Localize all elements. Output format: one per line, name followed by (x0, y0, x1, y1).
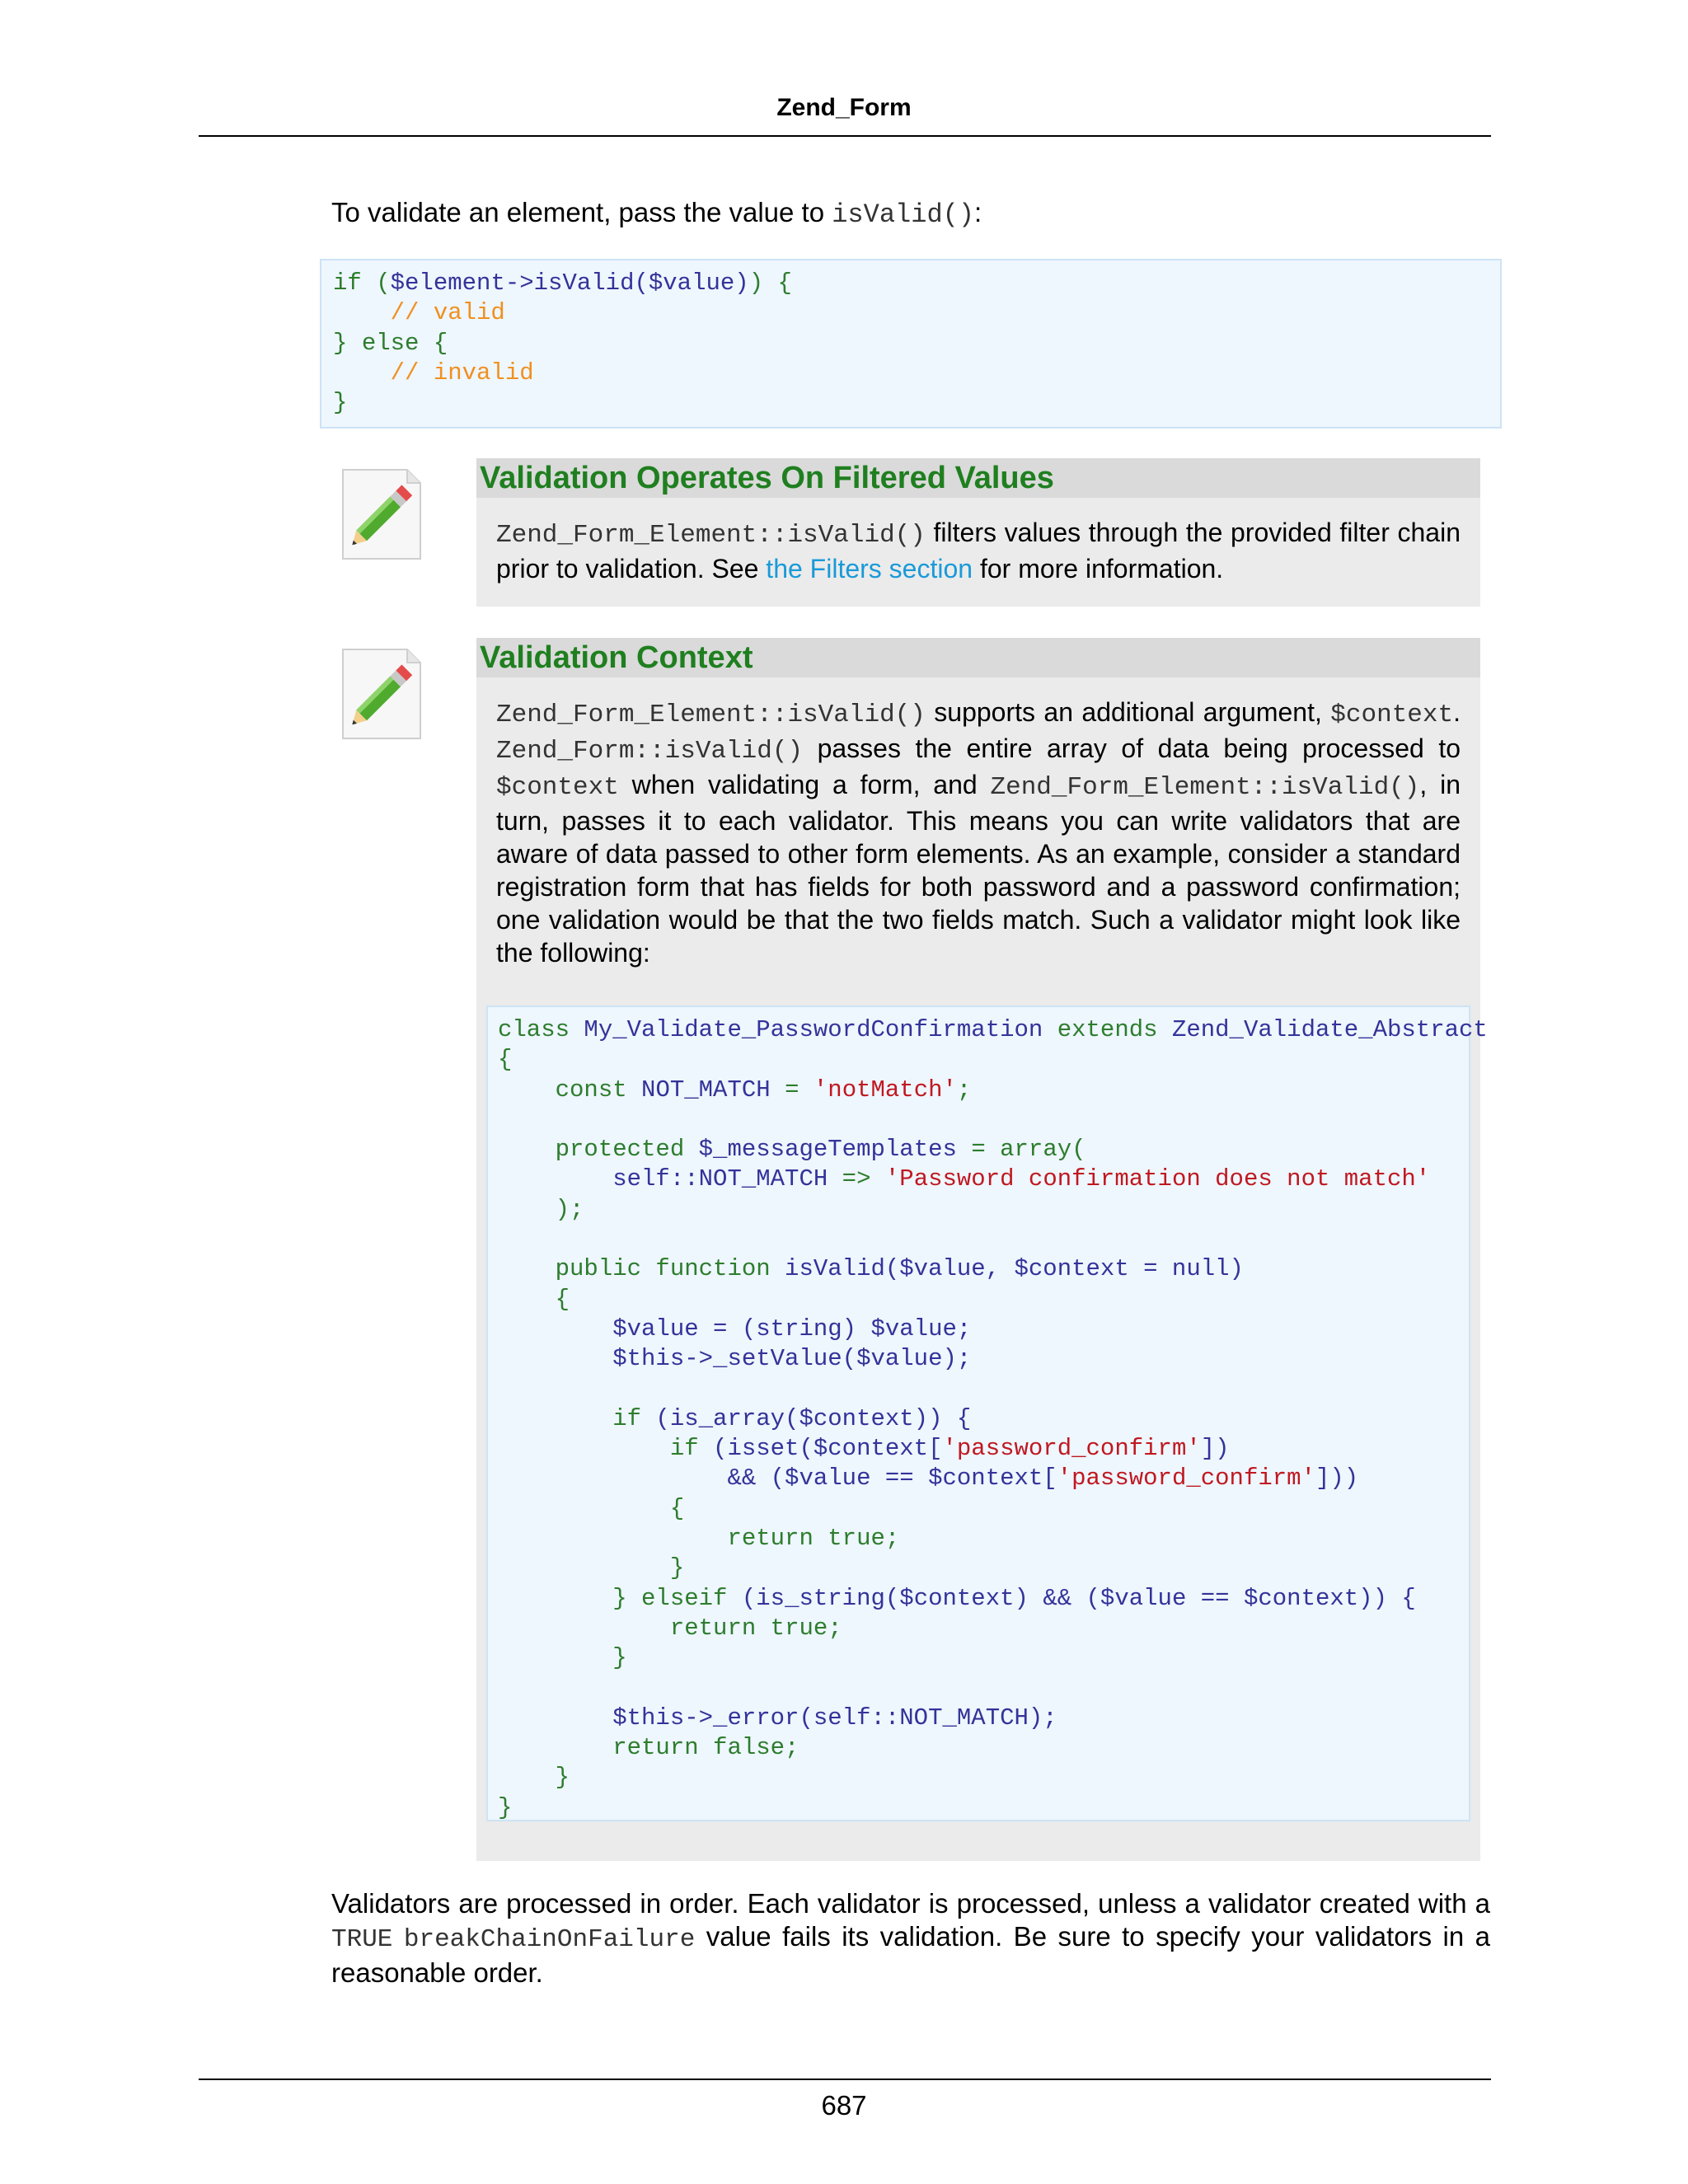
code-token: ( (361, 269, 391, 297)
note-filtered-values (476, 458, 1480, 607)
note-code: Zend_Form_Element::isValid() (990, 773, 1420, 802)
code-token: => (842, 1165, 871, 1193)
code-token: } (498, 1644, 627, 1672)
code-token: My_Validate_PasswordConfirmation (570, 1016, 1057, 1043)
code-token: { (498, 1494, 685, 1522)
code-line: if (333, 269, 362, 297)
code-token: ; (956, 1076, 972, 1104)
note-code: $context (1330, 701, 1454, 729)
note-code: Zend_Form_Element::isValid() (496, 521, 926, 550)
note-body (476, 498, 1480, 585)
code-token: 'notMatch' (799, 1076, 957, 1104)
code-block-isvalid (320, 259, 1502, 429)
note-pencil-icon (338, 646, 424, 742)
code-token: && ($value == $context[ (498, 1465, 1057, 1493)
code-block-password-validator (486, 1005, 1488, 1821)
note-text-end: for more information. (973, 554, 1224, 583)
code-token: } (498, 1764, 570, 1792)
code-token: $_messageTemplates (684, 1136, 972, 1164)
code-token: return (498, 1525, 814, 1553)
code-token: Zend_Validate_Abstract (1157, 1016, 1488, 1043)
code-token: return (498, 1734, 699, 1762)
code-token: $this->_setValue($value); (498, 1345, 972, 1373)
code-token: $element->isValid($value) (390, 269, 749, 297)
code-token: class (498, 1016, 570, 1043)
note-code: Zend_Form_Element::isValid() (496, 701, 926, 729)
code-token: } (498, 1584, 642, 1612)
note-text: supports an additional argument, (925, 697, 1331, 727)
intro-suffix: : (974, 197, 982, 227)
code-token: { (498, 1285, 570, 1313)
code-token: true; (813, 1525, 900, 1553)
paragraph-text: value fails its validation. Be sure to specify your validators in a reasonable order. (331, 1921, 1490, 1988)
code-token: self::NOT_MATCH (498, 1165, 842, 1193)
footer-rule (199, 2079, 1491, 2080)
code-token: ) { (748, 269, 792, 297)
code-isvalid (333, 269, 1500, 418)
note-text: . (1453, 697, 1461, 727)
header-rule (199, 135, 1491, 137)
code-token: false; (698, 1734, 799, 1762)
code-token: (isset($context[ (698, 1435, 943, 1463)
code-token: = (785, 1076, 799, 1104)
code-token: (is_array($context)) { (641, 1404, 972, 1432)
code-token: return (498, 1614, 757, 1642)
inline-code: breakChainOnFailure (403, 1925, 696, 1954)
code-token: (is_string($context) && ($value == $context)) { (727, 1584, 1416, 1612)
code-token: { (419, 329, 448, 357)
note-text: when validating a form, and (618, 770, 991, 799)
inline-code: TRUE (331, 1925, 393, 1954)
code-password-validator (498, 1015, 1488, 1823)
note-body (476, 677, 1480, 969)
note-text: , in turn, passes it to each validator. This means you can write validators that are aware of data passed to other form elements. As an example, consider a standard registration form that has fields for both password and a password confirmation; one validation would be that the two fields match. Such a validator might look like the following: (496, 770, 1461, 968)
intro-text: To validate an element, pass the value to (331, 197, 832, 227)
note-title: Validation Operates On Filtered Values (476, 458, 1480, 498)
page-header-title: Zend_Form (776, 94, 912, 121)
code-token: $value = (string) $value; (498, 1315, 972, 1343)
code-token: else (361, 329, 420, 357)
note-code: Zend_Form::isValid() (496, 737, 804, 766)
code-token: if (498, 1404, 642, 1432)
code-token: protected (498, 1136, 685, 1164)
note-code: $context (496, 773, 619, 802)
code-token: true; (756, 1614, 842, 1642)
note-text: passes the entire array of data being processed to (803, 733, 1461, 763)
filters-section-link[interactable]: the Filters section (766, 554, 973, 583)
code-token: } (498, 1793, 513, 1821)
code-token: } (333, 329, 362, 357)
code-token: { (498, 1046, 513, 1074)
code-token: ); (498, 1195, 584, 1223)
code-token: = array( (971, 1136, 1086, 1164)
code-comment: // valid (333, 299, 505, 327)
code-token: } (498, 1554, 685, 1582)
paragraph-text (392, 1921, 403, 1952)
code-token: isValid($value, $context = null) (770, 1255, 1244, 1283)
code-token: ])) (1315, 1465, 1359, 1493)
code-token: const (498, 1076, 627, 1104)
code-token: 'password_confirm' (942, 1435, 1201, 1463)
code-comment: // invalid (333, 359, 534, 387)
code-token: 'Password confirmation does not match' (870, 1165, 1431, 1193)
paragraph-text: Validators are processed in order. Each validator is processed, unless a validator created with a (331, 1888, 1490, 1919)
code-token: extends (1057, 1016, 1158, 1043)
code-token: $this->_error(self::NOT_MATCH); (498, 1704, 1057, 1732)
note-pencil-icon (338, 466, 424, 562)
closing-paragraph (331, 1887, 1490, 1990)
code-token: 'password_confirm' (1057, 1465, 1315, 1493)
code-token: } (333, 389, 348, 417)
code-token: public function (498, 1255, 771, 1283)
code-token: NOT_MATCH (626, 1076, 785, 1104)
intro-paragraph (331, 194, 982, 233)
note-title: Validation Context (476, 638, 1480, 677)
code-token: elseif (641, 1584, 728, 1612)
code-token: if (498, 1435, 699, 1463)
page-number: 687 (821, 2090, 867, 2121)
note-text: filters values through the provided filter chain prior to validation. See (496, 518, 1461, 583)
intro-code: isValid() (832, 199, 975, 230)
code-token: ]) (1200, 1435, 1230, 1463)
